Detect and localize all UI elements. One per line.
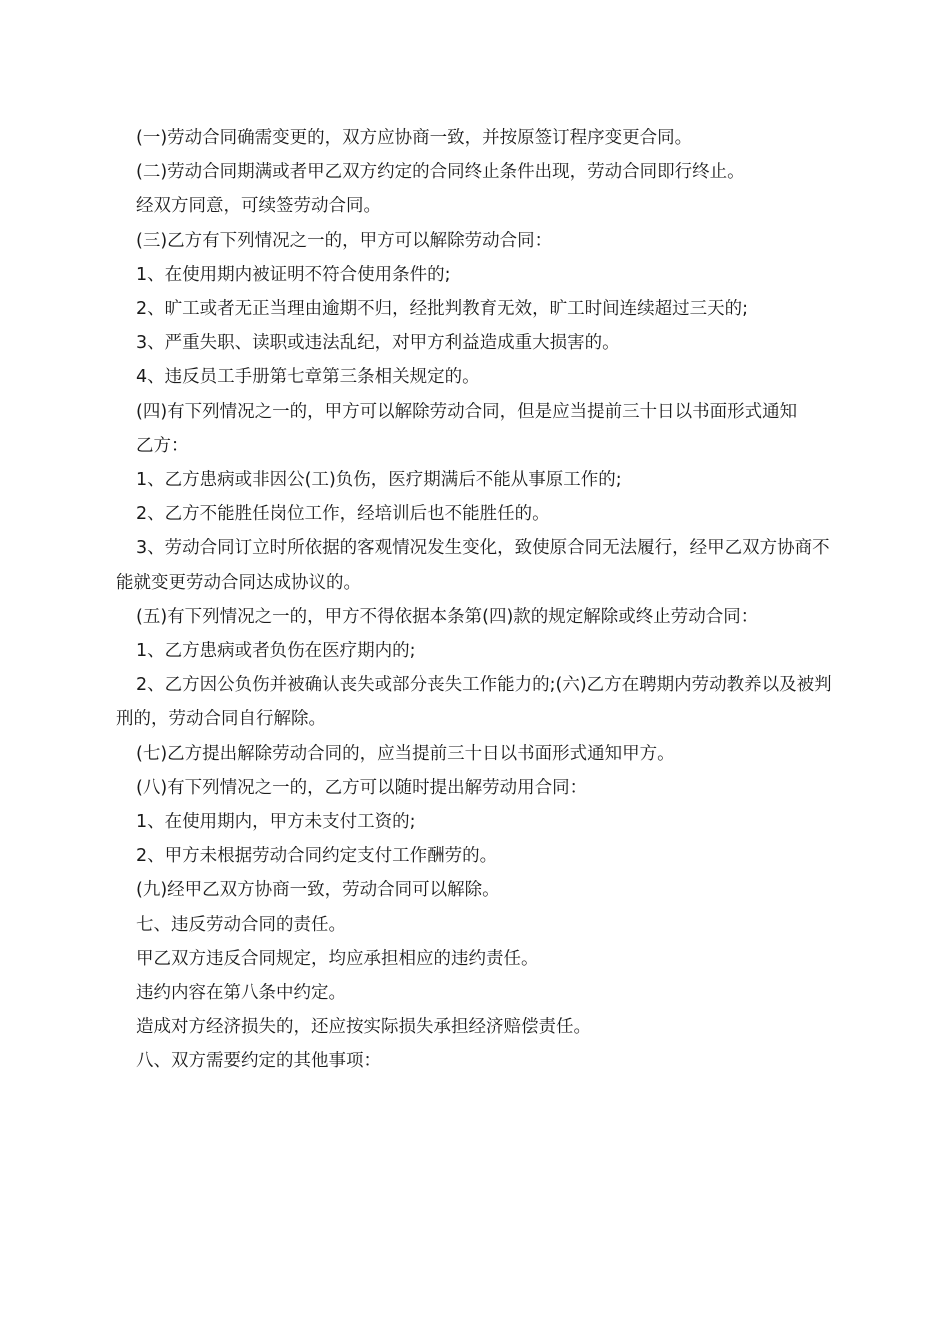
paragraph-12: 2、乙方不能胜任岗位工作，经培训后也不能胜任的。 (136, 504, 550, 525)
paragraph-21: (九)经甲乙双方协商一致，劳动合同可以解除。 (136, 880, 500, 901)
paragraph-14: (五)有下列情况之一的，甲方不得依据本条第(四)款的规定解除或终止劳动合同： (136, 606, 759, 627)
paragraph-5: 1、在使用期内被证明不符合使用条件的; (136, 264, 451, 285)
paragraph-24: 违约内容在第八条中约定。 (136, 983, 346, 1004)
paragraph-15: 1、乙方患病或者负伤在医疗期内的; (136, 641, 416, 662)
paragraph-20: 2、甲方未根据劳动合同约定支付工作酬劳的。 (136, 846, 498, 867)
paragraph-6: 2、旷工或者无正当理由逾期不归，经批判教育无效，旷工时间连续超过三天的; (136, 299, 749, 320)
paragraph-9: (四)有下列情况之一的，甲方可以解除劳动合同，但是应当提前三十日以书面形式通知 (136, 401, 798, 422)
paragraph-19: 1、在使用期内，甲方未支付工资的; (136, 812, 416, 833)
paragraph-16: 2、乙方因公负伤并被确认丧失或部分丧失工作能力的;(六)乙方在聘期内劳动教养以及被判刑的，劳动合同自行解除。 (116, 675, 832, 730)
paragraph-10: 乙方： (136, 435, 189, 456)
paragraph-25: 造成对方经济损失的，还应按实际损失承担经济赔偿责任。 (136, 1017, 591, 1038)
paragraph-13: 3、劳动合同订立时所依据的客观情况发生变化，致使原合同无法履行，经甲乙双方协商不能就变更劳动合同达成协议的。 (116, 538, 830, 593)
paragraph-3: 经双方同意，可续签劳动合同。 (136, 196, 381, 217)
paragraph-11: 1、乙方患病或非因公(工)负伤，医疗期满后不能从事原工作的; (136, 470, 622, 491)
paragraph-2: (二)劳动合同期满或者甲乙双方约定的合同终止条件出现，劳动合同即行终止。 (136, 162, 745, 183)
paragraph-23: 甲乙双方违反合同规定，均应承担相应的违约责任。 (136, 948, 539, 969)
document-body (116, 121, 840, 1079)
paragraph-1: (一)劳动合同确需变更的，双方应协商一致，并按原签订程序变更合同。 (136, 128, 693, 148)
paragraph-8: 4、违反员工手册第七章第三条相关规定的。 (136, 367, 480, 388)
paragraph-26: 八、双方需要约定的其他事项： (136, 1051, 381, 1072)
paragraph-17: (七)乙方提出解除劳动合同的，应当提前三十日以书面形式通知甲方。 (136, 743, 675, 764)
paragraph-22: 七、违反劳动合同的责任。 (136, 914, 346, 935)
paragraph-18: (八)有下列情况之一的，乙方可以随时提出解劳动用合同： (136, 777, 588, 798)
paragraph-4: (三)乙方有下列情况之一的，甲方可以解除劳动合同： (136, 230, 553, 251)
paragraph-7: 3、严重失职、读职或违法乱纪，对甲方利益造成重大损害的。 (136, 333, 620, 354)
